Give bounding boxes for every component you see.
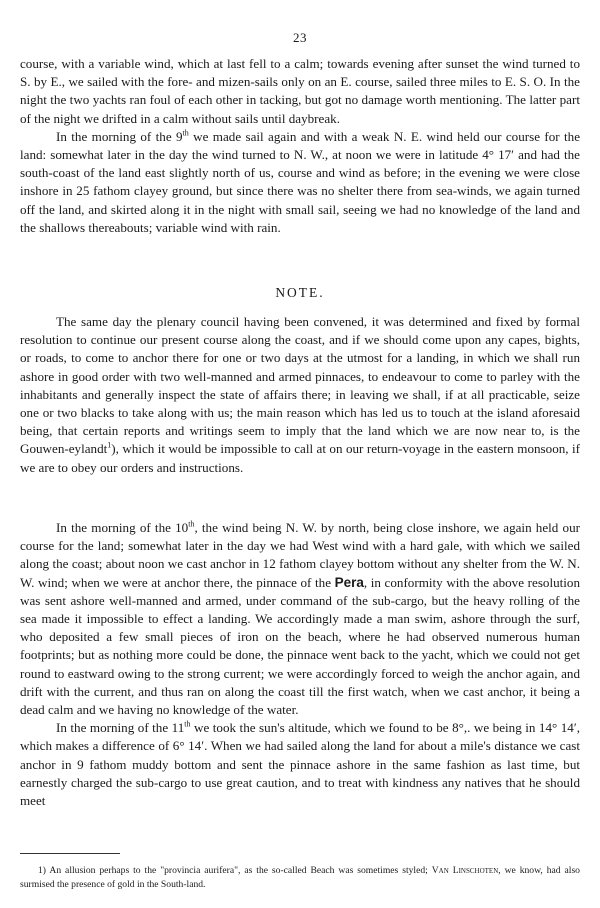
ship-name: Pera [334,574,364,590]
ordinal-suffix: th [182,128,189,138]
paragraph-3-start: In the morning of the 10 [56,520,189,535]
footnote-author: Van Linschoten [431,865,499,876]
footnote-divider [20,853,120,854]
footnote-text [20,864,580,891]
body-text-top [20,55,580,237]
note-heading: NOTE. [275,285,325,300]
paragraph-2-rest: we made sail again and with a weak N. E. wind held our course for the land: somewhat later in the day the wind turned to N. W., at noon we were in latitude 4° 17′ and had the south-coast of the land east slightly north of us, course and wind as before; in the evening we were close inshore in 25 fathom clayey ground, but since there was no shelter there from sea-winds, we again turned off the land, and skirted along it in the night with small sail, seeing we had no knowledge of the land and the shallows thereabouts; variable wind with rain. [20,128,581,235]
note-start: The same day the plenary council having been convened, it was determined and fixed by formal resolution to continue our present course along the coast, and if we should come upon any capes, bights, or roads, to come to anchor there for one or two days at the utmost for a landing, in which we shall run ashore in good order with two well-manned and armed pinnaces, to endeavour to come to parley with the inhabitants and generally inspect the state of affairs there; in leaving we shall, if at all practicable, seize one or two blacks to take along with us; the main reason which has led us to touch at the island aforesaid being, that certain reports and writings seem to imply that the land which we are now near to, is the Gouwen-eylandt [20,314,580,457]
note-rest: ), which it would be impossible to call at on our return-voyage in the eastern monsoon, if we are to obey our orders and instructions. [20,441,580,475]
ordinal-suffix: th [184,719,191,729]
note-paragraph [20,313,580,477]
paragraph-2 [20,128,580,237]
body-text-bottom [20,519,580,810]
footnote [20,864,580,891]
paragraph-3-middle: , the wind being N. W. by north, being close inshore, we again held our course for the land; somewhat later in the day we had West wind with a hard gale, with which we sailed along the coast; about noon we cast anchor in 12 fathom clayey bottom without any shelter from the W. N. W. wind; when we were at anchor there, the pinnace of the [20,520,580,590]
paragraph-1: course, with a variable wind, which at last fell to a calm; towards evening after sunset the wind turned to S. by E., we sailed with the fore- and mizen-sails only on an E. course, sailed three miles to E. S. O. In the night the two yachts ran foul of each other in tacking, but got no damage worth mentioning. The latter part of the night we drifted in a calm without sails until daybreak. [20,56,580,126]
footnote-start: 1) An allusion perhaps to the "provincia aurifera", as the so-called Beach was sometimes styled; [38,865,432,876]
paragraph-4-start: In the morning of the 11 [56,720,185,736]
note-text [20,313,580,477]
footnote-rest: , we know, had also surmised the presence of gold in the South-land. [20,865,580,890]
paragraph-3-rest: , in conformity with the above resolution was sent ashore well-manned and armed, under command of the sub-cargo, but the heavy rolling of the sea made it impossible to effect a landing. We accordingly made a man swim, ashore through the surf, who deposited a few small pieces of iron on the beach, where he had observed numerous human footprints; but as nothing more could be done, the pinnace went back to the yacht, which we could not get round to eastward owing to the strong current; we were accordingly forced to weigh the anchor again, and drift with the current, and thus ran on along the coast till the first watch, when we cast anchor, it being a dead calm and we having no knowledge of the water. [20,574,581,718]
footnote-reference: 1 [107,441,112,451]
page-number: 23 [293,30,307,45]
paragraph-4-rest: we took the sun's altitude, which we found to be 8°,. we being in 14° 14′, which makes a difference of 6° 14′. When we had sailed along the land for about a mile's distance we cast anchor in 9 fathom muddy bottom and sent the pinnace ashore in the same fashion as last time, but earnestly charged the sub-cargo to use great caution, and to treat with kindness any natives that he should meet [20,720,580,809]
paragraph-2-start: In the morning of the 9 [56,128,183,144]
ordinal-suffix: th [188,519,195,529]
paragraph-4 [20,719,580,810]
paragraph-3 [20,519,580,719]
